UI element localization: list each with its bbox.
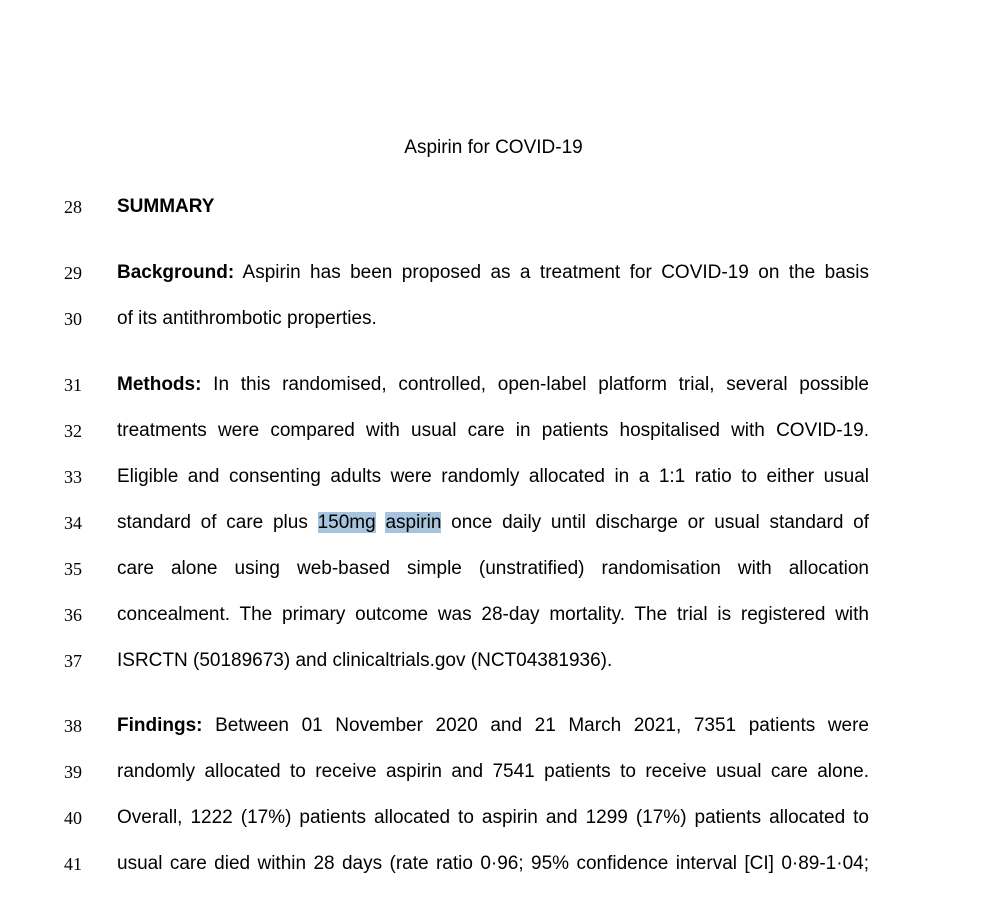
section-heading-summary: SUMMARY: [117, 196, 215, 217]
line-text-body: once daily until discharge or usual standard of: [441, 512, 869, 533]
line-number: 33: [64, 467, 82, 487]
manuscript-line: [0, 194, 987, 220]
manuscript-line: [0, 805, 987, 831]
line-number: 29: [64, 263, 82, 283]
line-number: 38: [64, 716, 82, 736]
line-text: Eligible and consenting adults were randomly allocated in a 1:1 ratio to either usual: [117, 466, 869, 487]
manuscript-line: [0, 306, 987, 332]
label-background: Background:: [117, 262, 235, 283]
line-text-body: standard of care plus: [117, 512, 318, 533]
manuscript-line: [0, 260, 987, 286]
manuscript-line: [0, 556, 987, 582]
line-text: care alone using web-based simple (unstratified) randomisation with allocation: [117, 558, 869, 579]
line-text-body: Between 01 November 2020 and 21 March 2021, 7351 patients were: [202, 715, 869, 736]
label-findings: Findings:: [117, 715, 203, 736]
line-number: 36: [64, 605, 82, 625]
line-text: ISRCTN (50189673) and clinicaltrials.gov (NCT04381936).: [117, 650, 613, 671]
manuscript-line: [0, 648, 987, 674]
line-number: 41: [64, 854, 82, 874]
manuscript-line: [0, 418, 987, 444]
line-number: 40: [64, 808, 82, 828]
manuscript-line: [0, 602, 987, 628]
manuscript-line: [0, 851, 987, 877]
line-text[interactable]: [117, 510, 869, 536]
line-text-space: [376, 512, 386, 533]
line-number: 30: [64, 309, 82, 329]
line-text-body: In this randomised, controlled, open-label platform trial, several possible: [201, 374, 869, 395]
line-text: Overall, 1222 (17%) patients allocated to aspirin and 1299 (17%) patients allocated to: [117, 807, 869, 828]
line-number: 35: [64, 559, 82, 579]
line-text: concealment. The primary outcome was 28-day mortality. The trial is registered with: [117, 604, 869, 625]
page-title: Aspirin for COVID-19: [404, 137, 583, 158]
line-number: 31: [64, 375, 82, 395]
selected-text-drug[interactable]: aspirin: [385, 512, 442, 533]
manuscript-line: [0, 464, 987, 490]
line-text: of its antithrombotic properties.: [117, 308, 377, 329]
line-number: 32: [64, 421, 82, 441]
label-methods: Methods:: [117, 374, 202, 395]
line-text: [117, 260, 869, 286]
line-text-body: Aspirin has been proposed as a treatment for COVID-19 on the basis: [234, 262, 869, 283]
manuscript-line: [0, 372, 987, 398]
selected-text-dose[interactable]: 150mg: [317, 512, 376, 533]
line-number: 37: [64, 651, 82, 671]
line-number: 34: [64, 513, 82, 533]
line-text: treatments were compared with usual care in patients hospitalised with COVID-19.: [117, 420, 869, 441]
line-text: [117, 713, 869, 739]
line-text: randomly allocated to receive aspirin and 7541 patients to receive usual care alone.: [117, 761, 869, 782]
line-number: 28: [64, 197, 82, 217]
manuscript-line: [0, 510, 987, 536]
line-text: [117, 372, 869, 398]
line-number: 39: [64, 762, 82, 782]
line-text: usual care died within 28 days (rate ratio 0·96; 95% confidence interval [CI] 0·89-1·04;: [117, 853, 869, 874]
manuscript-line: [0, 713, 987, 739]
manuscript-line: [0, 759, 987, 785]
